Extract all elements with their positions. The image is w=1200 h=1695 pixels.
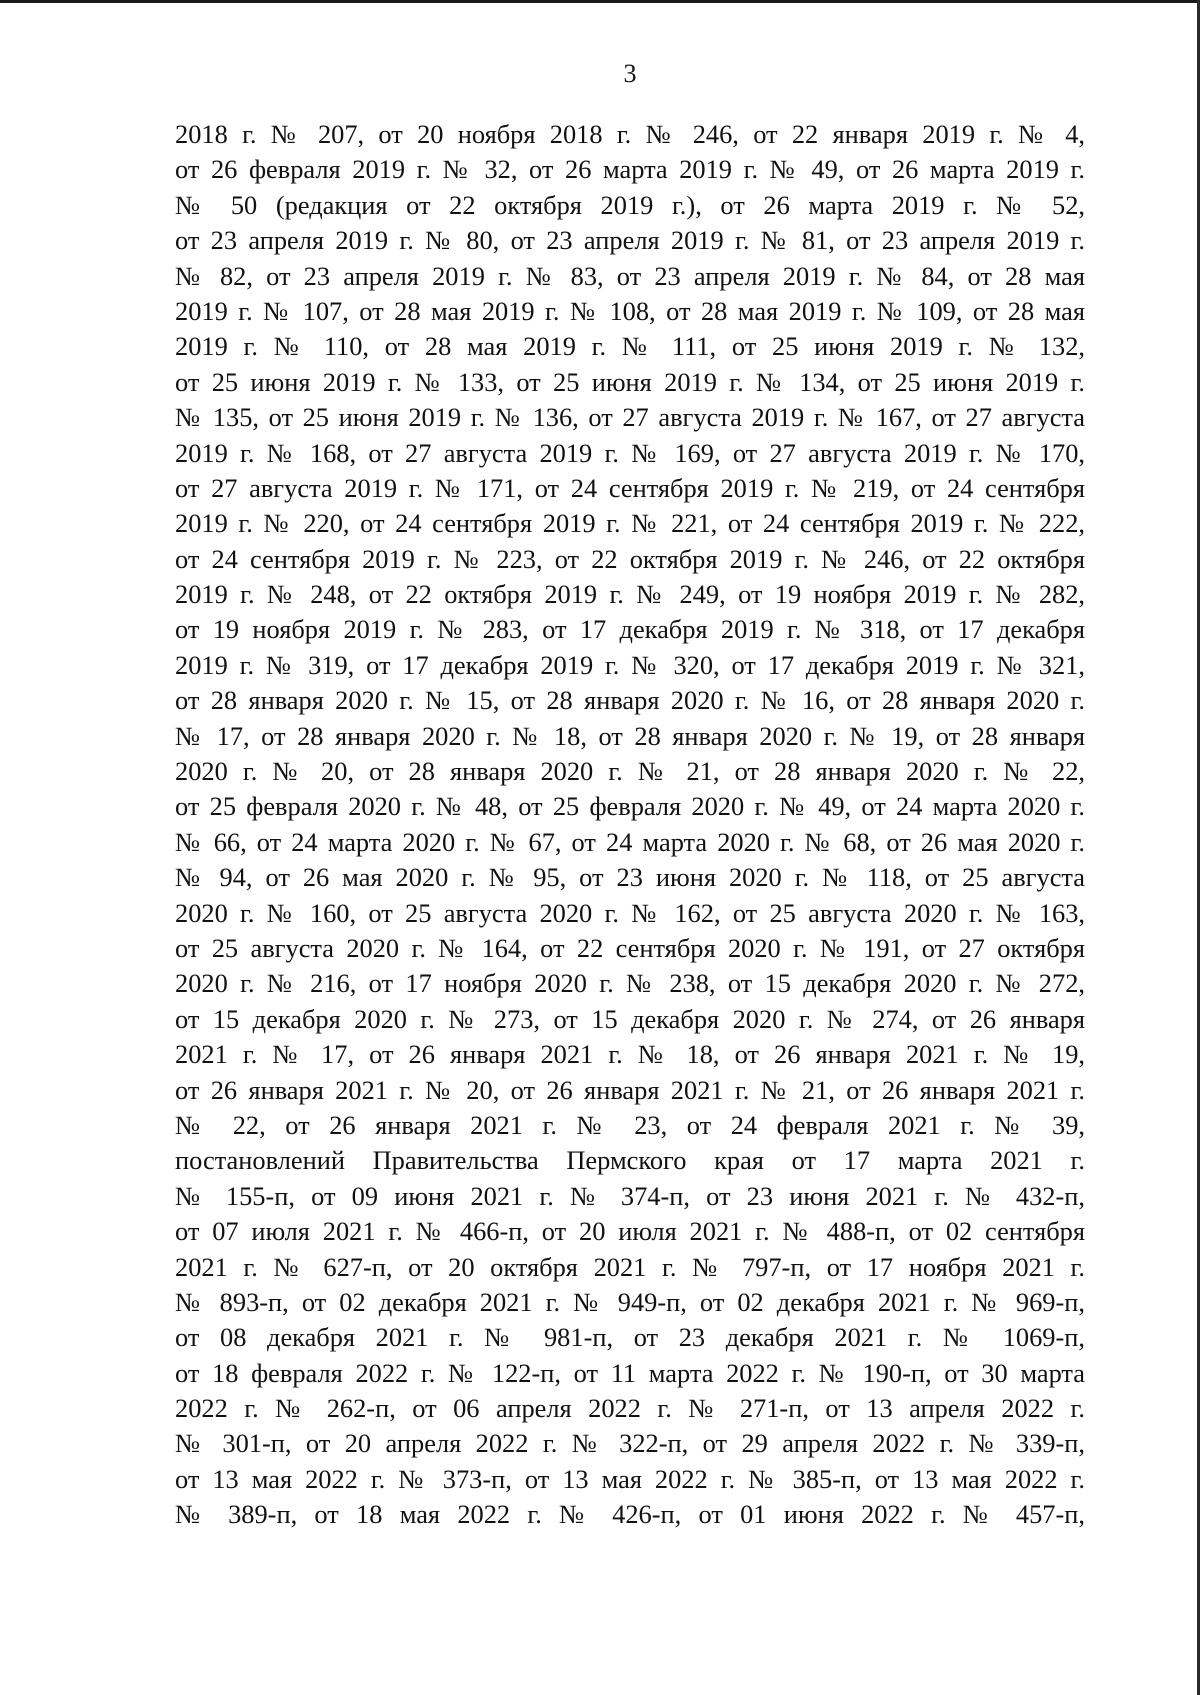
text-line: 2019 г. № 319, от 17 декабря 2019 г. № 320, от 17 декабря 2019 г. № 321, — [175, 649, 1085, 680]
text-line: от 19 ноября 2019 г. № 283, от 17 декабря 2019 г. № 318, от 17 декабря — [175, 614, 1085, 645]
text-line: № 893-п, от 02 декабря 2021 г. № 949-п, от 02 декабря 2021 г. № 969-п, — [175, 1286, 1085, 1317]
text-line: 2018 г. № 207, от 20 ноября 2018 г. № 246, от 22 января 2019 г. № 4, — [175, 119, 1085, 149]
text-line: от 26 февраля 2019 г. № 32, от 26 марта 2019 г. № 49, от 26 марта 2019 г. — [175, 154, 1085, 185]
text-line: 2019 г. № 220, от 24 сентября 2019 г. № 221, от 24 сентября 2019 г. № 222, — [175, 508, 1085, 539]
text-line: от 27 августа 2019 г. № 171, от 24 сентября 2019 г. № 219, от 24 сентября — [175, 472, 1085, 503]
text-line: 2019 г. № 248, от 22 октября 2019 г. № 249, от 19 ноября 2019 г. № 282, — [175, 579, 1085, 610]
text-line: № 389-п, от 18 мая 2022 г. № 426-п, от 01 июня 2022 г. № 457-п, — [175, 1499, 1085, 1530]
text-line: от 25 июня 2019 г. № 133, от 25 июня 2019 г. № 134, от 25 июня 2019 г. — [175, 366, 1085, 397]
text-line: от 24 сентября 2019 г. № 223, от 22 октября 2019 г. № 246, от 22 октября — [175, 543, 1085, 574]
text-line: от 26 января 2021 г. № 20, от 26 января 2021 г. № 21, от 26 января 2021 г. — [175, 1074, 1085, 1105]
text-line: 2021 г. № 17, от 26 января 2021 г. № 18, от 26 января 2021 г. № 19, — [175, 1039, 1085, 1070]
text-line: 2019 г. № 107, от 28 мая 2019 г. № 108, от 28 мая 2019 г. № 109, от 28 мая — [175, 295, 1085, 326]
text-line: 2019 г. № 168, от 27 августа 2019 г. № 169, от 27 августа 2019 г. № 170, — [175, 437, 1085, 468]
text-line: 2020 г. № 20, от 28 января 2020 г. № 21, от 28 января 2020 г. № 22, — [175, 756, 1085, 787]
page-number: 3 — [623, 59, 637, 88]
text-line: № 17, от 28 января 2020 г. № 18, от 28 января 2020 г. № 19, от 28 января — [175, 720, 1085, 751]
text-line: № 94, от 26 мая 2020 г. № 95, от 23 июня 2020 г. № 118, от 25 августа — [175, 862, 1085, 893]
text-line: от 25 августа 2020 г. № 164, от 22 сентября 2020 г. № 191, от 27 октября — [175, 932, 1085, 963]
text-line: 2021 г. № 627-п, от 20 октября 2021 г. № 797-п, от 17 ноября 2021 г. — [175, 1251, 1085, 1282]
text-line: № 82, от 23 апреля 2019 г. № 83, от 23 апреля 2019 г. № 84, от 28 мая — [175, 260, 1085, 291]
text-line: от 18 февраля 2022 г. № 122-п, от 11 марта 2022 г. № 190-п, от 30 марта — [175, 1357, 1085, 1388]
text-line: 2019 г. № 110, от 28 мая 2019 г. № 111, от 25 июня 2019 г. № 132, — [175, 331, 1085, 362]
text-line: № 22, от 26 января 2021 г. № 23, от 24 февраля 2021 г. № 39, — [175, 1109, 1085, 1140]
text-line: 2022 г. № 262-п, от 06 апреля 2022 г. № 271-п, от 13 апреля 2022 г. — [175, 1393, 1085, 1424]
text-line: № 66, от 24 марта 2020 г. № 67, от 24 марта 2020 г. № 68, от 26 мая 2020 г. — [175, 826, 1085, 857]
text-line: от 23 апреля 2019 г. № 80, от 23 апреля 2019 г. № 81, от 23 апреля 2019 г. — [175, 225, 1085, 256]
text-line: от 25 февраля 2020 г. № 48, от 25 февраля 2020 г. № 49, от 24 марта 2020 г. — [175, 791, 1085, 822]
text-line: 2020 г. № 216, от 17 ноября 2020 г. № 238, от 15 декабря 2020 г. № 272, — [175, 968, 1085, 999]
document-body — [175, 117, 1085, 1533]
text-line: 2020 г. № 160, от 25 августа 2020 г. № 162, от 25 августа 2020 г. № 163, — [175, 897, 1085, 928]
text-line: от 15 декабря 2020 г. № 273, от 15 декабря 2020 г. № 274, от 26 января — [175, 1003, 1085, 1034]
text-line: от 28 января 2020 г. № 15, от 28 января 2020 г. № 16, от 28 января 2020 г. — [175, 685, 1085, 716]
text-line: от 07 июля 2021 г. № 466-п, от 20 июля 2021 г. № 488-п, от 02 сентября — [175, 1216, 1085, 1247]
text-line: от 08 декабря 2021 г. № 981-п, от 23 декабря 2021 г. № 1069-п, — [175, 1322, 1085, 1353]
text-line: от 13 мая 2022 г. № 373-п, от 13 мая 2022 г. № 385-п, от 13 мая 2022 г. — [175, 1463, 1085, 1494]
text-line: № 135, от 25 июня 2019 г. № 136, от 27 августа 2019 г. № 167, от 27 августа — [175, 402, 1085, 433]
text-line: № 50 (редакция от 22 октября 2019 г.), от 26 марта 2019 г. № 52, — [175, 189, 1085, 220]
page-top-edge — [0, 0, 1200, 3]
text-line: постановлений Правительства Пермского края от 17 марта 2021 г. — [175, 1145, 1085, 1176]
text-line: № 301-п, от 20 апреля 2022 г. № 322-п, от 29 апреля 2022 г. № 339-п, — [175, 1428, 1085, 1459]
text-line: № 155-п, от 09 июня 2021 г. № 374-п, от 23 июня 2021 г. № 432-п, — [175, 1180, 1085, 1211]
